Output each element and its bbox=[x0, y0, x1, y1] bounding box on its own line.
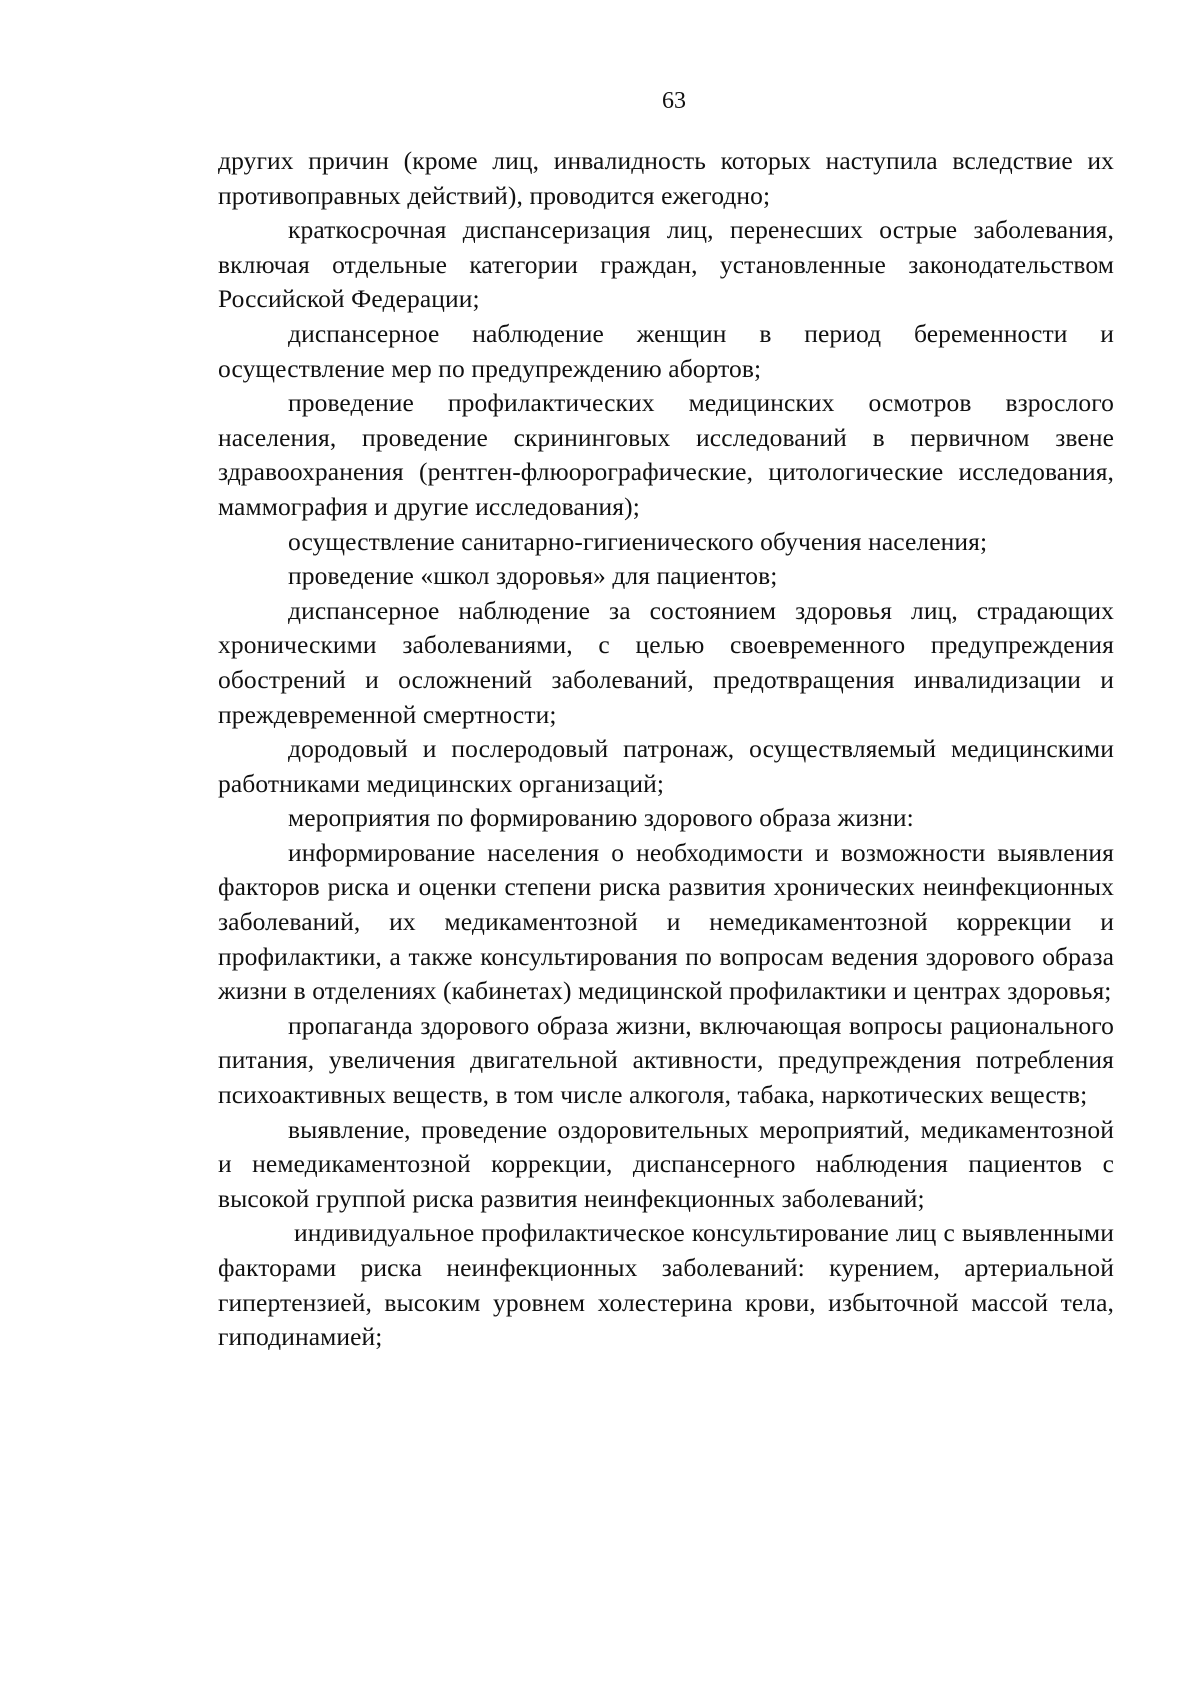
paragraph-short-term-screening: краткосрочная диспансеризация лиц, перенесших острые заболевания, включая отдельные категории граждан, установленные законодательством Российской Федерации; bbox=[218, 215, 1114, 314]
paragraph-patronage: дородовый и послеродовый патронаж, осуществляемый медицинскими работниками медицинских организаций; bbox=[218, 734, 1114, 798]
paragraph-sanitary-education: осуществление санитарно-гигиенического обучения населения; bbox=[288, 526, 988, 556]
paragraph-individual-counseling: индивидуальное профилактическое консультирование лиц с выявленными факторами риска неинфекционных заболеваний: курением, артериальной гипертензией, высоким уровнем холестерина крови, избыточной массой тела, гиподинамией; bbox=[218, 1218, 1114, 1352]
paragraph-pregnancy-observation: диспансерное наблюдение женщин в период беременности и осуществление мер по предупреждению абортов; bbox=[218, 318, 1114, 383]
paragraph-preventive-examinations: проведение профилактических медицинских осмотров взрослого населения, проведение скрининговых исследований в первичном звене здравоохранения (рентген-флюорографические, цитологические исследования, маммография и другие исследования); bbox=[218, 388, 1114, 521]
paragraph-propaganda: пропаганда здорового образа жизни, включающая вопросы рационального питания, увеличения двигательной активности, предупреждения потребления психоактивных веществ, в том числе алкоголя, табака, наркотических веществ; bbox=[218, 1010, 1114, 1110]
paragraph-health-schools: проведение «школ здоровья» для пациентов; bbox=[288, 561, 778, 591]
page-number: 63 bbox=[662, 88, 686, 114]
paragraph-identification: выявление, проведение оздоровительных мероприятий, медикаментозной и немедикаментозной коррекции, диспансерного наблюдения пациентов с высокой группой риска развития неинфекционных заболеваний; bbox=[218, 1114, 1114, 1213]
paragraph-informing: информирование населения о необходимости и возможности выявления факторов риска и оценки степени риска развития хронических неинфекционных заболеваний, их медикаментозной и немедикаментозной коррекции и профилактики, а также консультирования по вопросам ведения здорового образа жизни в отделениях (кабинетах) медицинской профилактики и центрах здоровья; bbox=[218, 837, 1114, 1006]
paragraph-chronic-observation: диспансерное наблюдение за состоянием здоровья лиц, страдающих хроническими заболеваниями, с целью своевременного предупреждения обострений и осложнений заболеваний, предотвращения инвалидизации и преждевременной смертности; bbox=[218, 595, 1114, 729]
paragraph-healthy-lifestyle: мероприятия по формированию здорового образа жизни: bbox=[288, 803, 914, 833]
paragraph-continuation: других причин (кроме лиц, инвалидность которых наступила вследствие их противоправных действий), проводится ежегодно; bbox=[218, 146, 1114, 210]
document-body bbox=[218, 144, 1114, 1355]
